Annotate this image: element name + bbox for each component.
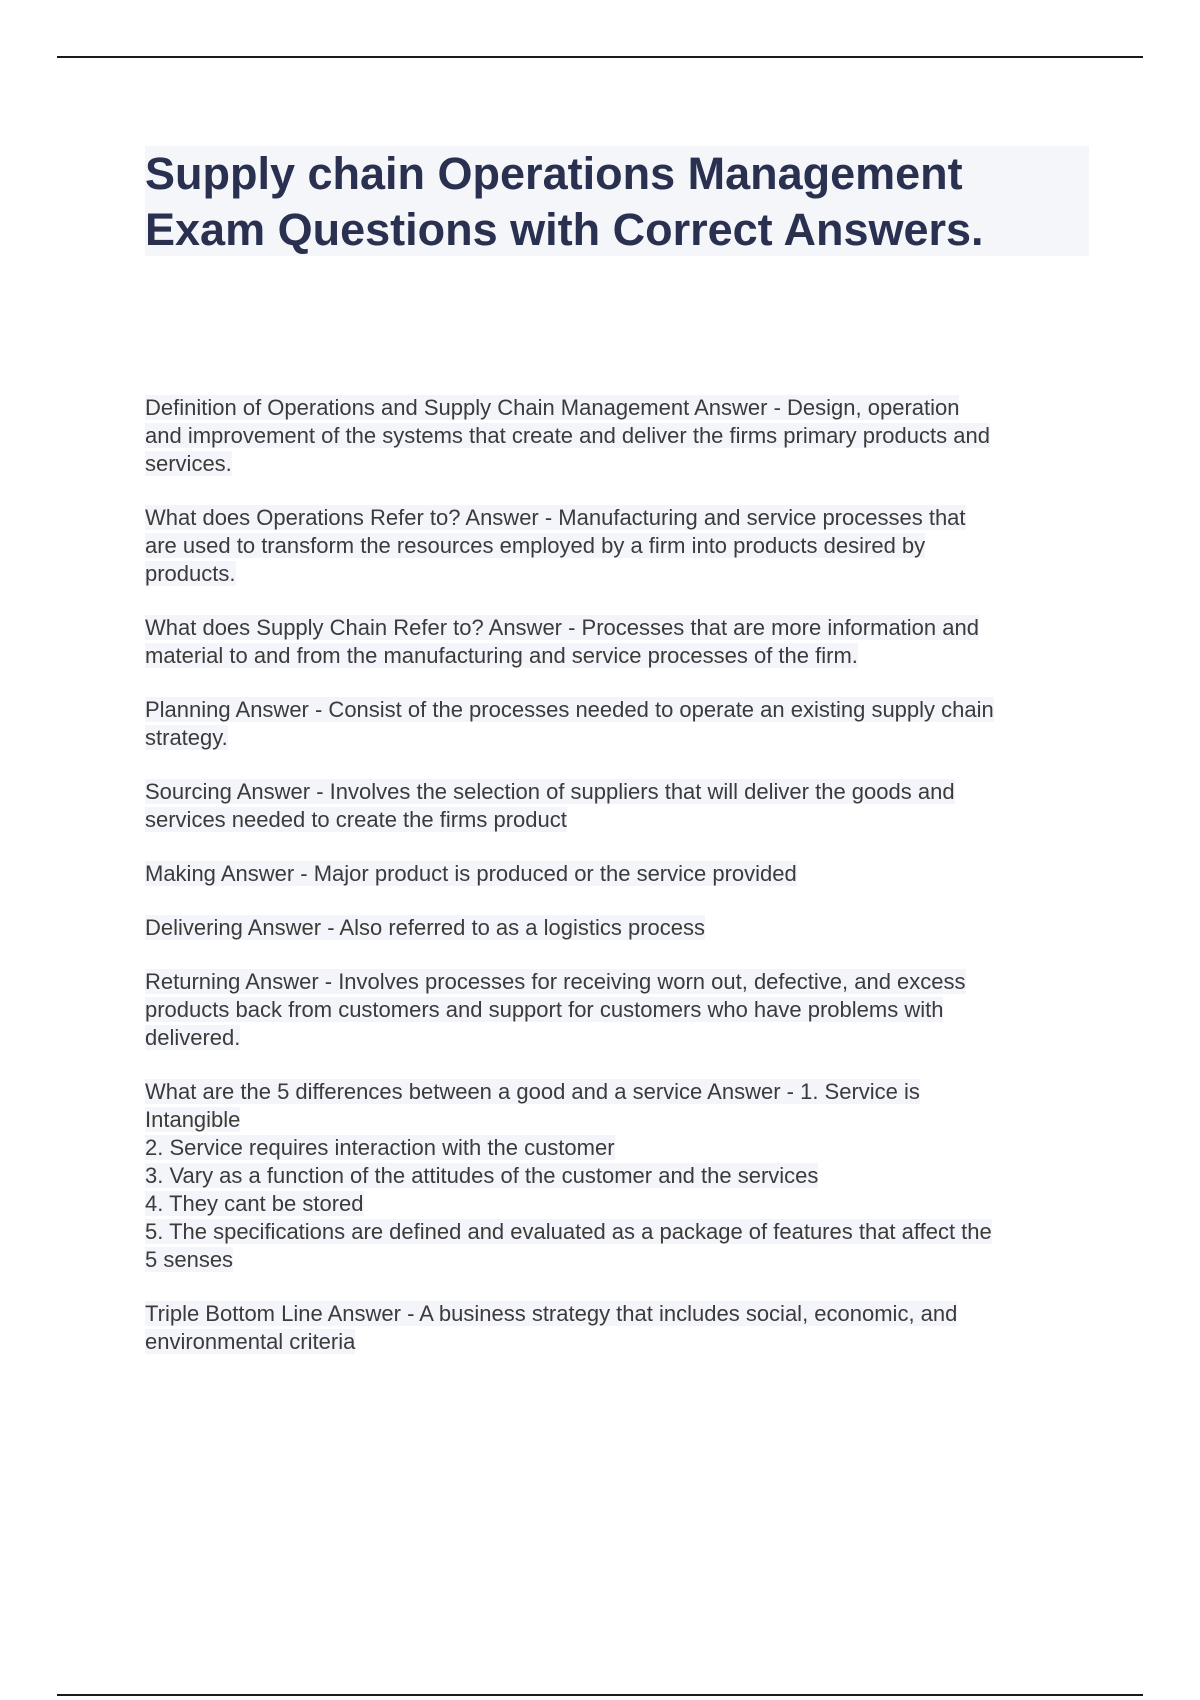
qa-line: environmental criteria bbox=[145, 1329, 356, 1354]
qa-line: 3. Vary as a function of the attitudes of the customer and the services bbox=[145, 1163, 819, 1188]
qa-entry bbox=[145, 614, 1089, 670]
qa-entry bbox=[145, 860, 1089, 888]
qa-line: services. bbox=[145, 451, 232, 476]
qa-entry bbox=[145, 394, 1089, 478]
qa-entry bbox=[145, 1300, 1089, 1356]
qa-entry bbox=[145, 504, 1089, 588]
qa-line: Sourcing Answer - Involves the selection of suppliers that will deliver the goods and bbox=[145, 779, 955, 804]
qa-line: Intangible bbox=[145, 1107, 241, 1132]
qa-line: are used to transform the resources employed by a firm into products desired by bbox=[145, 533, 926, 558]
qa-line: products back from customers and support for customers who have problems with bbox=[145, 997, 944, 1022]
qa-line: 4. They cant be stored bbox=[145, 1191, 364, 1216]
qa-entry bbox=[145, 968, 1089, 1052]
qa-entry bbox=[145, 778, 1089, 834]
title-line: Exam Questions with Correct Answers. bbox=[145, 204, 984, 255]
qa-line: products. bbox=[145, 561, 236, 586]
title-line: Supply chain Operations Management bbox=[145, 148, 963, 199]
qa-line: Planning Answer - Consist of the processes needed to operate an existing supply chain bbox=[145, 697, 994, 722]
qa-line: 5. The specifications are defined and evaluated as a package of features that affect the bbox=[145, 1219, 992, 1244]
qa-line: What does Operations Refer to? Answer - Manufacturing and service processes that bbox=[145, 505, 966, 530]
header-rule bbox=[57, 56, 1143, 58]
qa-entry bbox=[145, 1078, 1089, 1274]
qa-line: What are the 5 differences between a good and a service Answer - 1. Service is bbox=[145, 1079, 920, 1104]
qa-list bbox=[145, 394, 1089, 1382]
qa-line: material to and from the manufacturing and service processes of the firm. bbox=[145, 643, 858, 668]
qa-line: 5 senses bbox=[145, 1247, 234, 1272]
page-title bbox=[145, 146, 1089, 256]
qa-line: and improvement of the systems that create and deliver the firms primary products and bbox=[145, 423, 990, 448]
qa-line: Delivering Answer - Also referred to as a logistics process bbox=[145, 915, 706, 940]
qa-entry bbox=[145, 696, 1089, 752]
qa-line: What does Supply Chain Refer to? Answer - Processes that are more information and bbox=[145, 615, 979, 640]
qa-line: Triple Bottom Line Answer - A business strategy that includes social, economic, and bbox=[145, 1301, 958, 1326]
qa-line: delivered. bbox=[145, 1025, 241, 1050]
qa-entry bbox=[145, 914, 1089, 942]
qa-line: services needed to create the firms product bbox=[145, 807, 567, 832]
qa-line: 2. Service requires interaction with the customer bbox=[145, 1135, 615, 1160]
footer-rule bbox=[57, 1694, 1143, 1696]
qa-line: Making Answer - Major product is produced or the service provided bbox=[145, 861, 797, 886]
qa-line: Returning Answer - Involves processes for receiving worn out, defective, and excess bbox=[145, 969, 966, 994]
qa-line: Definition of Operations and Supply Chain Management Answer - Design, operation bbox=[145, 395, 960, 420]
qa-line: strategy. bbox=[145, 725, 228, 750]
